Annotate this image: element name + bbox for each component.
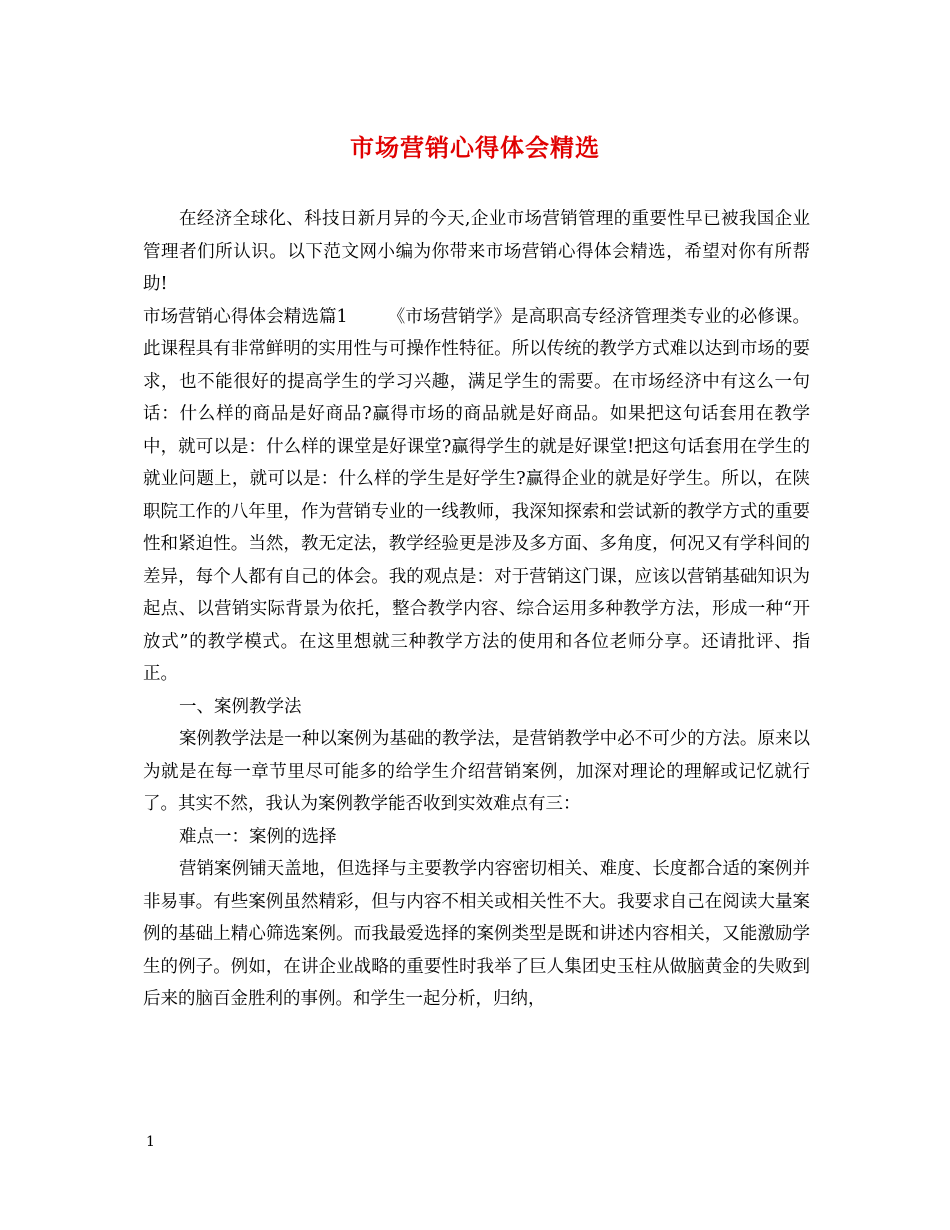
section1-text: 《市场营销学》是高职高专经济管理类专业的必修课。此课程具有非常鲜明的实用性与可操作性特征。所以传统的教学方式难以达到市场的要求，也不能很好的提高学生的学习兴趣，满足学生的需要。在市场经济中有这么一句话：什么样的商品是好商品?赢得市场的商品就是好商品。如果把这句话套用在教学中，就可以是：什么样的课堂是好课堂?赢得学生的就是好课堂!把这句话套用在学生的就业问题上，就可以是：什么样的学生是好学生?赢得企业的就是好学生。所以，在陕职院工作的八年里，作为营销专业的一线教师，我深知探索和尝试新的教学方式的重要性和紧迫性。当然，教无定法，教学经验更是涉及多方面、多角度，何况又有学科间的差异，每个人都有自己的体会。我的观点是：对于营销这门课，应该以营销基础知识为起点、以营销实际背景为依托，整合教学内容、综合运用多种教学方法，形成一种“开放式”的教学模式。在这里想就三种教学方法的使用和各位老师分享。还请批评、指正。 [143, 306, 811, 684]
section1-heading: 市场营销心得体会精选篇1 [143, 306, 348, 327]
intro-paragraph: 在经济全球化、科技日新月异的今天,企业市场营销管理的重要性早已被我国企业管理者们所认识。以下范文网小编为你带来市场营销心得体会精选，希望对你有所帮助! [143, 209, 810, 294]
subheading-difficulty-one: 难点一：案例的选择 [179, 826, 337, 847]
document-body [143, 203, 810, 1016]
section1-paragraph [143, 301, 810, 691]
case-selection-paragraph: 营销案例铺天盖地，但选择与主要教学内容密切相关、难度、长度都合适的案例并非易事。有些案例虽然精彩，但与内容不相关或相关性不大。我要求自己在阅读大量案例的基础上精心筛选案例。而我最爱选择的案例类型是既和讲述内容相关，又能激励学生的例子。例如，在讲企业战略的重要性时我举了巨人集团史玉柱从做脑黄金的失败到后来的脑百金胜利的事例。和学生一起分析，归纳， [143, 859, 810, 1009]
case-method-paragraph: 案例教学法是一种以案例为基础的教学法，是营销教学中必不可少的方法。原来以为就是在每一章节里尽可能多的给学生介绍营销案例，加深对理论的理解或记忆就行了。其实不然，我认为案例教学能否收到实效难点有三： [143, 729, 810, 814]
document-title: 市场营销心得体会精选 [350, 133, 600, 162]
subheading-case-method: 一、案例教学法 [179, 696, 302, 717]
page-number: 1 [146, 1134, 155, 1150]
